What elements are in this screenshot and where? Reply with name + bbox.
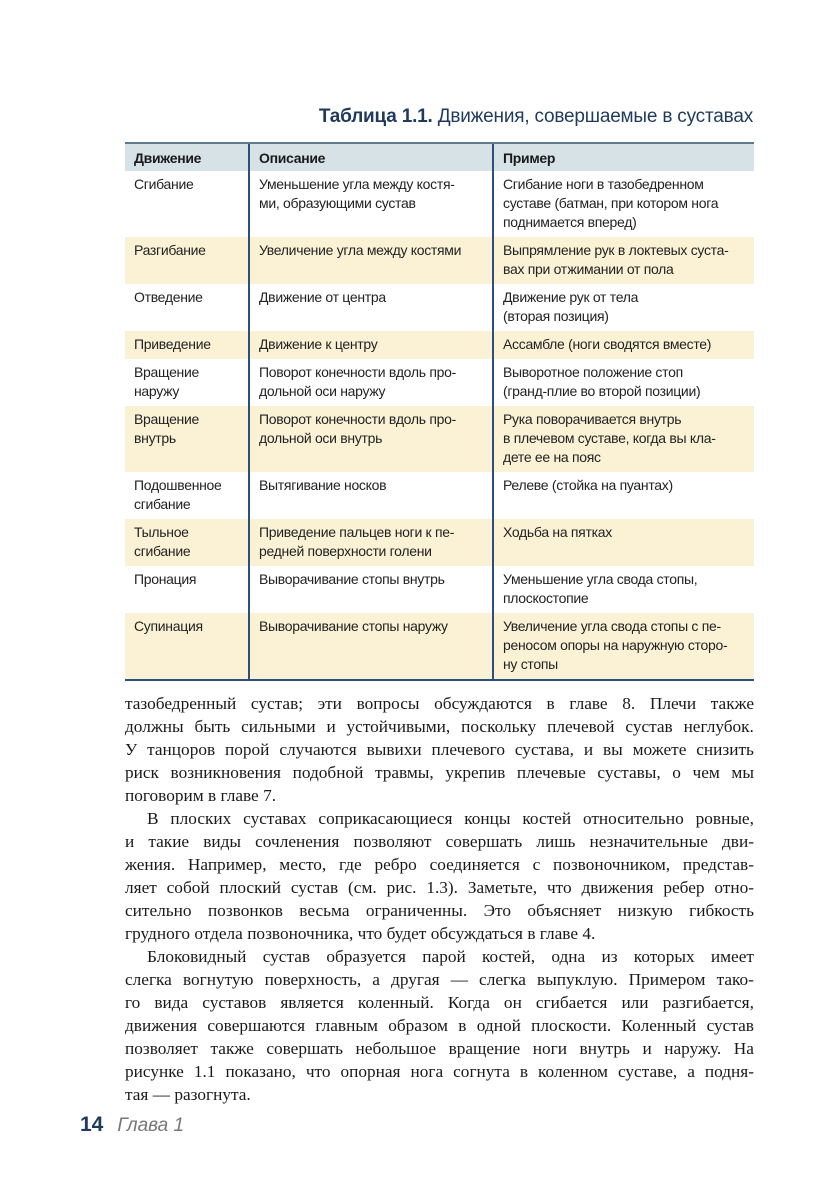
table-caption-label: Таблица 1.1. xyxy=(318,106,433,127)
table-row xyxy=(125,359,754,406)
table-cell: Выворотное положение стоп (гранд-плие во второй позиции) xyxy=(493,359,754,406)
table-cell: Увеличение угла свода стопы с пе- реносом опоры на наружную сторо- ну стопы xyxy=(493,613,754,680)
text-line: поговорим в главе 7. xyxy=(125,786,277,805)
table-header-row xyxy=(125,143,754,171)
table-row xyxy=(125,519,754,566)
text-line: рисунке 1.1 показано, что опорная нога согнута в коленном суставе, а подня- xyxy=(125,1062,754,1081)
text-line: У танцоров порой случаются вывихи плечевого сустава, и вы можете снизить xyxy=(125,740,754,759)
page-footer xyxy=(80,1113,184,1137)
table-cell: Приведение xyxy=(125,331,249,359)
text-line: жения. Например, место, где ребро соединяется с позвоночником, представ- xyxy=(125,855,754,874)
chapter-label: Глава 1 xyxy=(117,1115,185,1136)
table-cell: Приведение пальцев ноги к пе- редней поверхности голени xyxy=(249,519,493,566)
paragraph xyxy=(125,807,754,945)
table-cell: Увеличение угла между костями xyxy=(249,237,493,284)
table-row xyxy=(125,613,754,680)
table-cell: Поворот конечности вдоль про- дольной оси внутрь xyxy=(249,406,493,472)
table-cell: Выпрямление рук в локтевых суста- вах при отжимании от пола xyxy=(493,237,754,284)
text-line: грудного отдела позвоночника, что будет обсуждаться в главе 4. xyxy=(125,924,596,943)
text-line: риск возникновения подобной травмы, укрепив плечевые суставы, о чем мы xyxy=(125,763,754,782)
table-cell: Выворачивание стопы наружу xyxy=(249,613,493,680)
table-row xyxy=(125,472,754,519)
table-cell: Ходьба на пятках xyxy=(493,519,754,566)
text-line: го вида суставов является коленный. Когда он сгибается или разгибается, xyxy=(125,993,754,1012)
paragraph xyxy=(125,692,754,807)
table-cell: Вращение внутрь xyxy=(125,406,249,472)
text-line: движения совершаются главным образом в одной плоскости. Коленный сустав xyxy=(125,1016,754,1035)
table-cell: Релеве (стойка на пуантах) xyxy=(493,472,754,519)
page-number: 14 xyxy=(80,1113,104,1136)
text-line: позволяет также совершать небольшое вращение ноги внутрь и наружу. На xyxy=(125,1039,754,1058)
text-line: тая — разогнута. xyxy=(125,1085,251,1104)
text-line: должны быть сильными и устойчивыми, поскольку плечевой сустав неглубок. xyxy=(125,717,754,736)
table-cell: Выворачивание стопы внутрь xyxy=(249,566,493,613)
table-row xyxy=(125,237,754,284)
text-line: слегка вогнутую поверхность, а другая — слегка выпуклую. Примером тако- xyxy=(125,970,754,989)
movements-table xyxy=(125,142,754,681)
table-cell: Сгибание xyxy=(134,176,194,192)
table-cell: Уменьшение угла между костя- ми, образующими сустав xyxy=(249,171,493,237)
table-cell: Ассамбле (ноги сводятся вместе) xyxy=(493,331,754,359)
table-caption-text: Движения, совершаемые в суставах xyxy=(437,106,753,127)
paragraph xyxy=(125,945,754,1106)
header-cell: Описание xyxy=(249,143,493,171)
text-line: сительно позвонков весьма ограниченны. Это объясняет низкую гибкость xyxy=(125,901,754,920)
table-cell: Уменьшение угла свода стопы, плоскостопие xyxy=(493,566,754,613)
table-cell: Тыльное сгибание xyxy=(125,519,249,566)
table-cell: Отведение xyxy=(134,289,203,305)
table-row xyxy=(125,284,754,331)
body-text xyxy=(125,692,754,1106)
table-row xyxy=(125,566,754,613)
table-cell: Движение рук от тела (вторая позиция) xyxy=(493,284,754,331)
table-caption xyxy=(319,106,753,128)
text-line: ляет собой плоский сустав (см. рис. 1.3). Заметьте, что движения ребер отно- xyxy=(125,878,754,897)
table-cell: Рука поворачивается внутрь в плечевом суставе, когда вы кла- дете ее на пояс xyxy=(493,406,754,472)
table-cell: Движение от центра xyxy=(249,284,493,331)
text-line: В плоских суставах соприкасающиеся концы костей относительно ровные, xyxy=(147,809,754,828)
text-line: Блоковидный сустав образуется парой костей, одна из которых имеет xyxy=(147,947,754,966)
table-cell: Разгибание xyxy=(125,237,249,284)
table-cell: Вытягивание носков xyxy=(249,472,493,519)
table-cell: Подошвенное сгибание xyxy=(134,477,222,512)
table-cell: Сгибание ноги в тазобедренном суставе (батман, при котором нога поднимается вперед) xyxy=(493,171,754,237)
header-cell: Движение xyxy=(125,143,249,171)
table-cell: Поворот конечности вдоль про- дольной оси наружу xyxy=(249,359,493,406)
table-cell: Движение к центру xyxy=(249,331,493,359)
table-row xyxy=(125,331,754,359)
table-cell: Пронация xyxy=(134,571,197,587)
table-cell: Вращение наружу xyxy=(134,364,199,399)
header-cell: Пример xyxy=(493,143,754,171)
table-row xyxy=(125,406,754,472)
text-line: тазобедренный сустав; эти вопросы обсуждаются в главе 8. Плечи также xyxy=(125,694,754,713)
table-row xyxy=(125,171,754,237)
table-cell: Супинация xyxy=(125,613,249,680)
text-line: и такие виды сочленения позволяют совершать лишь незначительные дви- xyxy=(125,832,754,851)
